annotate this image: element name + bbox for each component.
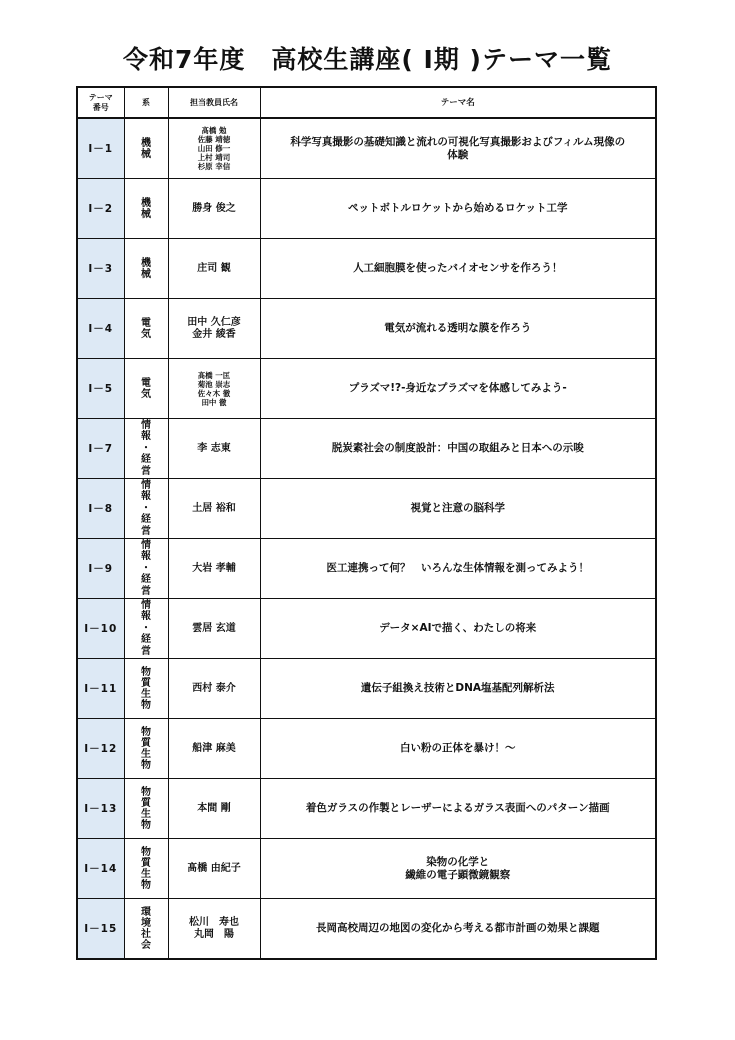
theme-number: Ⅰ－13	[77, 779, 124, 839]
kei-char: 械	[141, 148, 151, 160]
kei-char: 経	[141, 454, 151, 466]
teacher-cell	[168, 239, 260, 299]
kei-char: ・	[141, 562, 151, 574]
kei-char: 社	[141, 928, 151, 940]
theme-number: Ⅰ－3	[77, 239, 124, 299]
teacher-cell	[168, 539, 260, 599]
kei-char: 経	[141, 514, 151, 526]
kei-char: 会	[141, 939, 151, 951]
kei-char: 経	[141, 634, 151, 646]
kei-cell	[124, 118, 168, 179]
theme-title-line: 視覚と注意の脳科学	[410, 502, 505, 514]
kei-cell	[124, 659, 168, 719]
theme-title-line: プラズマ!?‐身近なプラズマを体感してみよう‐	[348, 382, 567, 394]
kei-char: ・	[141, 442, 151, 454]
teacher-name: 髙橋 勉	[201, 126, 227, 135]
kei-cell	[124, 479, 168, 539]
teacher-cell	[168, 299, 260, 359]
teacher-cell	[168, 479, 260, 539]
theme-title-line: 体験	[447, 148, 469, 161]
kei-cell	[124, 539, 168, 599]
theme-title	[260, 719, 656, 779]
teacher-name: 丸岡 陽	[194, 928, 234, 940]
theme-title	[260, 659, 656, 719]
teacher-name: 土居 裕和	[192, 502, 236, 514]
table-row	[77, 659, 656, 719]
kei-cell	[124, 359, 168, 419]
kei-char: 質	[141, 857, 151, 869]
teacher-cell	[168, 359, 260, 419]
teacher-name: 庄司 観	[197, 262, 231, 274]
theme-title	[260, 899, 656, 960]
kei-cell	[124, 599, 168, 659]
kei-char: 営	[141, 525, 151, 537]
kei-char: ・	[141, 622, 151, 634]
table-row	[77, 899, 656, 960]
teacher-cell	[168, 719, 260, 779]
kei-char: 情	[141, 599, 151, 611]
theme-title	[260, 539, 656, 599]
table-row	[77, 359, 656, 419]
kei-cell	[124, 779, 168, 839]
kei-cell	[124, 719, 168, 779]
teacher-name: 菊池 崇志	[197, 379, 231, 389]
kei-cell	[124, 839, 168, 899]
page-title: 令和7年度 高校生講座( Ⅰ期 )テーマ一覧	[123, 45, 612, 74]
kei-char: 情	[141, 539, 151, 551]
kei-char: 生	[141, 688, 151, 700]
kei-char: 生	[141, 748, 151, 760]
teacher-cell	[168, 899, 260, 960]
theme-number: Ⅰ－8	[77, 479, 124, 539]
kei-cell	[124, 179, 168, 239]
kei-char: 械	[141, 268, 151, 280]
table-row	[77, 118, 656, 179]
kei-char: 生	[141, 808, 151, 820]
kei-char: 物	[141, 666, 151, 678]
theme-title-line: 着色ガラスの作製とレーザーによるガラス表面へのパターン描画	[305, 802, 610, 814]
kei-char: 報	[141, 551, 151, 563]
theme-number: Ⅰ－11	[77, 659, 124, 719]
teacher-cell	[168, 179, 260, 239]
theme-title	[260, 779, 656, 839]
theme-number: Ⅰ－2	[77, 179, 124, 239]
teacher-name: 杉原 幸信	[197, 162, 231, 171]
table-row	[77, 839, 656, 899]
teacher-name: 金井 綾香	[192, 328, 236, 340]
theme-number: Ⅰ－15	[77, 899, 124, 960]
theme-title	[260, 239, 656, 299]
header-teacher: 担当教員氏名	[168, 87, 260, 118]
teacher-name: 髙橋 由紀子	[187, 862, 241, 874]
theme-number: Ⅰ－1	[77, 118, 124, 179]
theme-title	[260, 479, 656, 539]
teacher-name: 船津 麻美	[192, 742, 236, 754]
table-row	[77, 779, 656, 839]
teacher-cell	[168, 839, 260, 899]
kei-char: 機	[141, 197, 151, 209]
teacher-name: 松川 寿也	[189, 916, 239, 928]
teacher-cell	[168, 599, 260, 659]
theme-title-line: 白い粉の正体を暴け！～	[400, 742, 516, 754]
teacher-name: 山田 修一	[197, 144, 231, 153]
theme-number: Ⅰ－9	[77, 539, 124, 599]
kei-char: 情	[141, 419, 151, 431]
table-row	[77, 599, 656, 659]
theme-number: Ⅰ－5	[77, 359, 124, 419]
kei-char: ・	[141, 502, 151, 514]
teacher-cell	[168, 118, 260, 179]
theme-title-line: 脱炭素社会の制度設計：中国の取組みと日本への示唆	[331, 442, 584, 454]
kei-char: 物	[141, 786, 151, 798]
theme-number: Ⅰ－4	[77, 299, 124, 359]
theme-title-line: 遺伝子組換え技術とDNA塩基配列解析法	[360, 682, 555, 694]
kei-char: 経	[141, 574, 151, 586]
theme-title-line: データ×AIで描く、わたしの将来	[379, 622, 537, 634]
header-number-line1: テーマ	[88, 92, 113, 102]
theme-number: Ⅰ－7	[77, 419, 124, 479]
theme-number: Ⅰ－10	[77, 599, 124, 659]
theme-title	[260, 118, 656, 179]
kei-char: 物	[141, 759, 151, 771]
teacher-name: 大岩 孝輔	[192, 562, 236, 574]
table-row	[77, 419, 656, 479]
teacher-name: 佐藤 靖徳	[197, 135, 231, 144]
theme-title	[260, 359, 656, 419]
kei-char: 物	[141, 879, 151, 891]
theme-title-line: 長岡高校周辺の地図の変化から考える都市計画の効果と課題	[316, 922, 600, 934]
table-body	[77, 118, 656, 959]
kei-char: 情	[141, 479, 151, 491]
teacher-name: 田中 久仁彦	[187, 316, 241, 328]
theme-title-line: 電気が流れる透明な膜を作ろう	[384, 322, 532, 334]
teacher-name: 田中 徹	[201, 397, 227, 407]
theme-title-line: 医工連携って何？ いろんな生体情報を測ってみよう！	[326, 562, 589, 574]
header-theme-number	[77, 87, 124, 118]
kei-char: 営	[141, 465, 151, 477]
kei-char: 質	[141, 737, 151, 749]
theme-title-line: ペットボトルロケットから始めるロケット工学	[348, 202, 568, 214]
theme-title	[260, 419, 656, 479]
table-row	[77, 179, 656, 239]
teacher-name: 雲居 玄道	[192, 622, 236, 634]
teacher-cell	[168, 779, 260, 839]
kei-char: 質	[141, 677, 151, 689]
teacher-name: 勝身 俊之	[192, 202, 236, 214]
theme-title-line: 染物の化学と	[426, 855, 490, 868]
teacher-name: 上村 靖司	[197, 153, 231, 162]
table-header-row	[77, 87, 656, 118]
table-row	[77, 299, 656, 359]
kei-char: 報	[141, 431, 151, 443]
kei-char: 気	[141, 388, 151, 400]
kei-char: 環	[141, 906, 151, 918]
table-row	[77, 539, 656, 599]
table-row	[77, 239, 656, 299]
kei-char: 物	[141, 726, 151, 738]
header-theme: テーマ名	[260, 87, 656, 118]
kei-char: 報	[141, 611, 151, 623]
teacher-name: 佐々木 徹	[197, 388, 231, 398]
kei-cell	[124, 299, 168, 359]
kei-char: 気	[141, 328, 151, 340]
kei-char: 機	[141, 257, 151, 269]
kei-char: 境	[141, 917, 151, 929]
kei-char: 物	[141, 819, 151, 831]
table-row	[77, 719, 656, 779]
teacher-cell	[168, 419, 260, 479]
teacher-name: 李 志東	[197, 442, 231, 454]
header-kei: 系	[124, 87, 168, 118]
kei-char: 機	[141, 137, 151, 149]
teacher-cell	[168, 659, 260, 719]
theme-title	[260, 299, 656, 359]
theme-title-line: 繊維の電子顕微鏡観察	[405, 868, 511, 881]
theme-title	[260, 179, 656, 239]
kei-char: 営	[141, 645, 151, 657]
kei-cell	[124, 239, 168, 299]
kei-char: 械	[141, 208, 151, 220]
teacher-name: 髙橋 一匡	[197, 370, 231, 380]
kei-char: 物	[141, 846, 151, 858]
kei-char: 電	[141, 377, 151, 389]
kei-char: 質	[141, 797, 151, 809]
kei-char: 物	[141, 699, 151, 711]
theme-title	[260, 839, 656, 899]
header-number-line2: 番号	[92, 102, 109, 112]
theme-title-line: 科学写真撮影の基礎知識と流れの可視化写真撮影およびフィルム現像の	[290, 135, 626, 148]
theme-number: Ⅰ－14	[77, 839, 124, 899]
teacher-name: 西村 泰介	[192, 682, 236, 694]
kei-cell	[124, 899, 168, 960]
theme-list-table	[76, 86, 657, 960]
kei-char: 営	[141, 585, 151, 597]
theme-number: Ⅰ－12	[77, 719, 124, 779]
theme-title-line: 人工細胞膜を使ったバイオセンサを作ろう！	[353, 262, 563, 274]
kei-char: 電	[141, 317, 151, 329]
theme-title	[260, 599, 656, 659]
kei-char: 報	[141, 491, 151, 503]
kei-char: 生	[141, 868, 151, 880]
teacher-name: 本間 剛	[197, 802, 231, 814]
kei-cell	[124, 419, 168, 479]
table-row	[77, 479, 656, 539]
